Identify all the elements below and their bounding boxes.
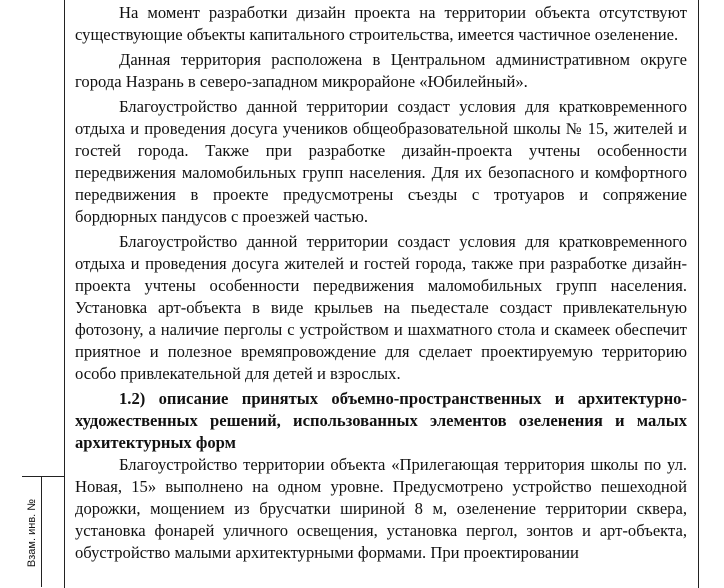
- section-heading: 1.2) описание принятых объемно-пространственных и архитектурно-художественных решений, использованных элементов озеленения и малых архитектурных форм: [75, 389, 687, 452]
- stamp-divider: [41, 477, 42, 587]
- frame-right-border: [698, 0, 699, 588]
- title-block-stamp: [22, 476, 64, 587]
- stamp-label: Взам. инв. №: [26, 498, 38, 568]
- document-body: [75, 2, 687, 564]
- paragraph-5: Благоустройство территории объекта «Прилегающая территория школы по ул. Новая, 15» выполнено на одном уровне. Предусмотрено устройство пешеходной дорожки, мощением из брусчатки шириной 8 м, озеленение территории сквера, установка фонарей уличного освещения, установка пергол, зонтов и арт-объекта, обустройство малыми архитектурными формами. При проектировании: [75, 455, 687, 562]
- paragraph-3: Благоустройство данной территории создаст условия для кратковременного отдыха и проведения досуга учеников общеобразовательной школы № 15, жителей и гостей города. Также при разработке дизайн-проекта учтены особенности передвижения маломобильных групп населения. Для их безопасного и комфортного передвижения в проекте предусмотрены съезды с тротуаров и сопряжение бордюрных пандусов с проезжей частью.: [75, 97, 687, 226]
- paragraph-4: Благоустройство данной территории создаст условия для кратковременного отдыха и проведения досуга жителей и гостей города, также при разработке дизайн-проекта учтены особенности передвижения маломобильных групп населения. Установка арт-объекта в виде крыльев на пьедестале создаст привлекательную фотозону, а наличие перголы с устройством и шахматного стола и скамеек обеспечит приятное и полезное времяпровождение для сделает проектируемую территорию особо привлекательной для детей и взрослых.: [75, 232, 687, 383]
- paragraph-2: Данная территория расположена в Центральном административном округе города Назрань в северо-западном микрорайоне «Юбилейный».: [75, 50, 687, 91]
- frame-left-border: [64, 0, 65, 588]
- paragraph-1: На момент разработки дизайн проекта на территории объекта отсутствуют существующие объекты капитального строительства, имеется частичное озеленение.: [75, 3, 687, 44]
